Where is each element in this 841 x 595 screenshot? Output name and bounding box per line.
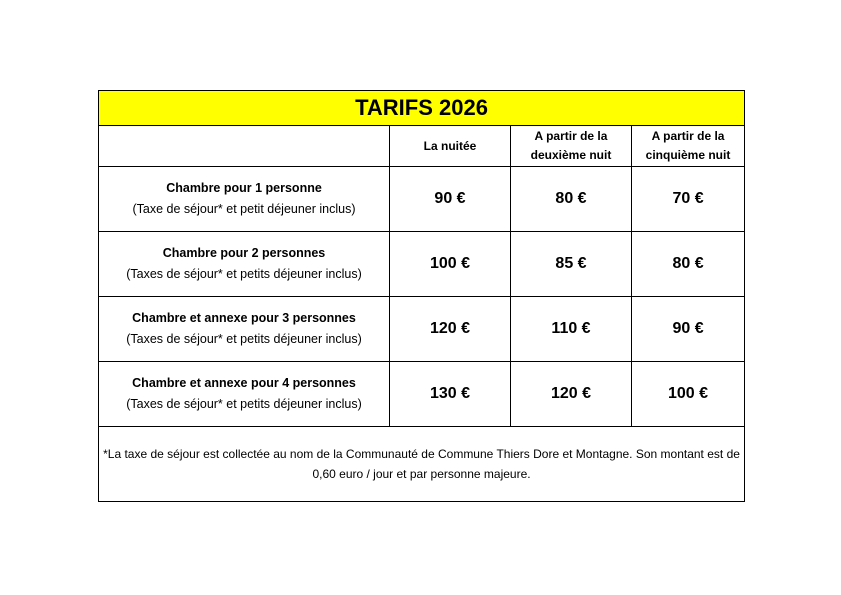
title-row (99, 91, 745, 126)
room-note: (Taxe de séjour* et petit déjeuner inclus) (132, 202, 356, 216)
header-cinquieme-nuit (632, 126, 745, 167)
price-la-nuitee: 120 € (390, 297, 511, 362)
table-title: TARIFS 2026 (99, 91, 745, 126)
room-name: Chambre pour 1 personne (166, 181, 322, 195)
price-la-nuitee: 100 € (390, 232, 511, 297)
room-name: Chambre et annexe pour 3 personnes (132, 311, 356, 325)
price-cinquieme-nuit: 100 € (632, 362, 745, 427)
table-row (99, 232, 745, 297)
room-note: (Taxes de séjour* et petits déjeuner inclus) (126, 332, 362, 346)
room-cell (99, 232, 390, 297)
tarifs-table (98, 90, 745, 502)
room-name: Chambre et annexe pour 4 personnes (132, 376, 356, 390)
room-cell (99, 362, 390, 427)
room-note: (Taxes de séjour* et petits déjeuner inclus) (126, 397, 362, 411)
room-cell (99, 167, 390, 232)
price-cinquieme-nuit: 80 € (632, 232, 745, 297)
price-deuxieme-nuit: 120 € (511, 362, 632, 427)
table-row (99, 297, 745, 362)
price-cinquieme-nuit: 70 € (632, 167, 745, 232)
price-deuxieme-nuit: 85 € (511, 232, 632, 297)
header-deuxieme-nuit-label: A partir de la deuxième nuit (530, 129, 612, 162)
table-row (99, 167, 745, 232)
header-deuxieme-nuit (511, 126, 632, 167)
footnote: *La taxe de séjour est collectée au nom de la Communauté de Commune Thiers Dore et Montagne. Son montant est de 0,60 euro / jour et par personne majeure. (99, 427, 745, 502)
header-la-nuitee: La nuitée (390, 126, 511, 167)
table-row (99, 362, 745, 427)
header-cinquieme-nuit-label: A partir de la cinquième nuit (645, 129, 731, 162)
price-cinquieme-nuit: 90 € (632, 297, 745, 362)
room-note: (Taxes de séjour* et petits déjeuner inclus) (126, 267, 362, 281)
room-cell (99, 297, 390, 362)
room-name: Chambre pour 2 personnes (162, 246, 326, 260)
price-deuxieme-nuit: 80 € (511, 167, 632, 232)
footnote-row (99, 427, 745, 502)
header-corner-cell (99, 126, 390, 167)
price-la-nuitee: 90 € (390, 167, 511, 232)
price-la-nuitee: 130 € (390, 362, 511, 427)
price-deuxieme-nuit: 110 € (511, 297, 632, 362)
header-row (99, 126, 745, 167)
